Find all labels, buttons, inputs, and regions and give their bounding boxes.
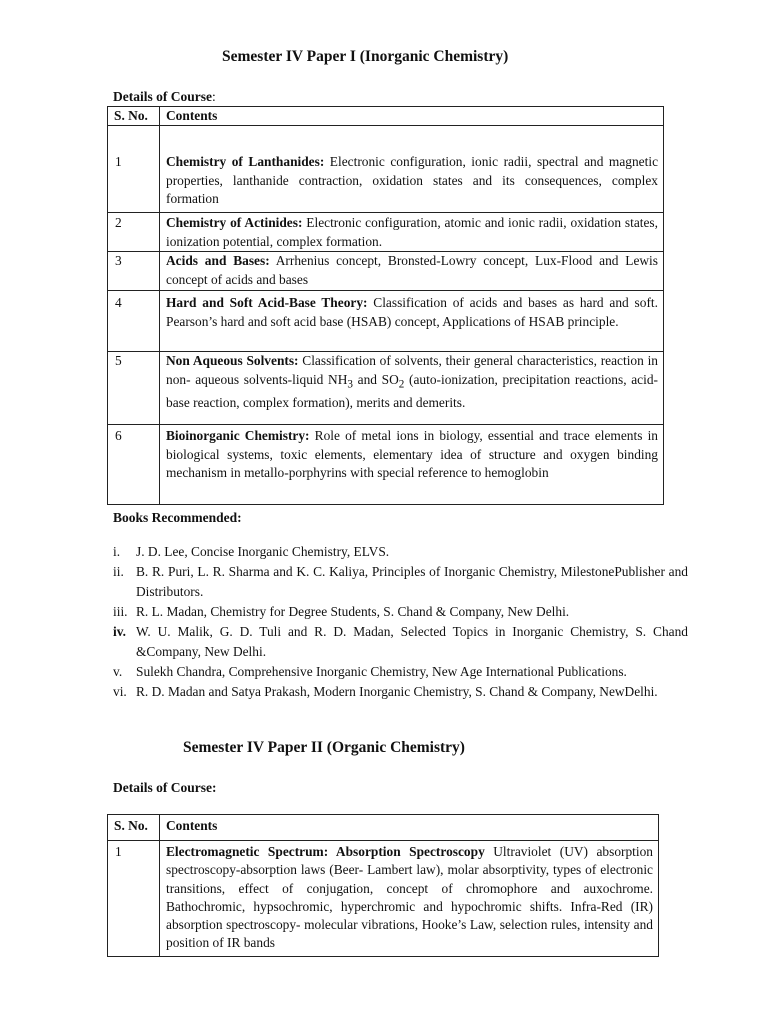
list-number: ii. — [113, 564, 124, 579]
list-number: v. — [113, 664, 123, 679]
table-header-row — [108, 815, 659, 841]
table-row — [108, 425, 664, 505]
contents-header: Contents — [160, 107, 664, 126]
subscript-3: 3 — [347, 378, 353, 391]
paper2-course-table — [107, 814, 659, 957]
books-list — [113, 542, 688, 702]
topic-heading: Chemistry of Actinides: — [166, 215, 303, 231]
paper1-details-colon: : — [211, 89, 216, 104]
book-text: W. U. Malik, G. D. Tuli and R. D. Madan, Selected Topics in Inorganic Chemistry, S. Chand &Company, New Delhi. — [136, 624, 688, 659]
paper1-course-table — [107, 106, 664, 505]
row-content — [160, 213, 664, 252]
topic-heading: Electromagnetic Spectrum: Absorption Spectroscopy — [166, 844, 485, 859]
list-number: vi. — [113, 684, 127, 699]
row-number: 5 — [108, 352, 160, 425]
sno-header: S. No. — [108, 815, 160, 841]
book-text: Sulekh Chandra, Comprehensive Inorganic Chemistry, New Age International Publications. — [136, 664, 627, 679]
table-row — [108, 352, 664, 425]
sno-header: S. No. — [108, 107, 160, 126]
row-content — [160, 291, 664, 352]
topic-heading: Hard and Soft Acid-Base Theory: — [166, 295, 368, 311]
row-number: 1 — [108, 841, 160, 957]
table-row — [108, 841, 659, 957]
list-item — [113, 662, 688, 682]
list-item — [113, 682, 688, 702]
topic-text: Classification of acids and bases as hard and soft. Pearson’s hard and soft acid base (HSAB) concept, Applications of HSAB principle. — [166, 295, 658, 329]
table-row — [108, 252, 664, 291]
table-row — [108, 213, 664, 252]
row-number: 3 — [108, 252, 160, 291]
row-content — [160, 126, 664, 213]
paper1-details-text: Details of Course — [113, 89, 212, 104]
table-row — [108, 126, 664, 213]
row-number: 2 — [108, 213, 160, 252]
row-number: 4 — [108, 291, 160, 352]
list-number: iv. — [113, 624, 127, 639]
list-item — [113, 622, 688, 662]
row-number: 1 — [108, 126, 160, 213]
row-content — [160, 252, 664, 291]
paper1-details-label — [113, 89, 216, 105]
list-number: iii. — [113, 604, 128, 619]
row-number: 6 — [108, 425, 160, 505]
topic-heading: Chemistry of Lanthanides: — [166, 154, 325, 170]
table-header-row — [108, 107, 664, 126]
contents-header: Contents — [160, 815, 659, 841]
topic-text-c: (auto-ionization, precipitation reactions, acid-base reaction, complex formation), merits and demerits. — [166, 371, 658, 410]
topic-text: Role of metal ions in biology, essential and trace elements in biological systems, toxic elements, elementary idea of structure and oxygen binding mechanism in metallo-porphyrins with special reference to hemoglobin — [166, 428, 658, 480]
topic-text: Electronic configuration, atomic and ionic radii, oxidation states, ionization potential, complex formation. — [166, 215, 658, 249]
book-text: B. R. Puri, L. R. Sharma and K. C. Kaliya, Principles of Inorganic Chemistry, MilestonePublisher and Distributors. — [136, 564, 688, 599]
book-text: J. D. Lee, Concise Inorganic Chemistry, ELVS. — [136, 544, 390, 559]
topic-text: Ultraviolet (UV) absorption spectroscopy-absorption laws (Beer- Lambert law), molar absorptivity, types of electronic transitions, effect of conjugation, concept of chromophore and auxochrome. Bathochromic, hypsochromic, hyperchromic and hypochromic shifts. Infra-Red (IR) absorption spectroscopy- molecular vibrations, Hooke’s Law, selection rules, intensity and position of IR bands — [166, 844, 653, 951]
book-text: R. L. Madan, Chemistry for Degree Students, S. Chand & Company, New Delhi. — [136, 604, 570, 619]
books-heading: Books Recommended: — [113, 510, 242, 525]
topic-text: Arrhenius concept, Bronsted-Lowry concept, Lux-Flood and Lewis concept of acids and bases — [166, 253, 658, 287]
list-item — [113, 602, 688, 622]
topic-text-b: and SO — [352, 371, 399, 387]
subscript-2: 2 — [398, 378, 405, 391]
book-text: R. D. Madan and Satya Prakash, Modern Inorganic Chemistry, S. Chand & Company, NewDelhi. — [136, 684, 658, 699]
topic-text: Electronic configuration, ionic radii, spectral and magnetic properties, lanthanide contraction, oxidation states and its consequences, complex formation — [166, 154, 659, 206]
row-content — [160, 425, 664, 505]
list-number: i. — [113, 544, 121, 559]
list-item — [113, 562, 688, 602]
paper2-title: Semester IV Paper II (Organic Chemistry) — [183, 739, 465, 756]
topic-heading: Bioinorganic Chemistry: — [166, 428, 310, 444]
topic-text-a: Classification of solvents, their general characteristics, reaction in non- aqueous solvents-liquid NH — [166, 353, 658, 387]
table-row — [108, 291, 664, 352]
paper2-details-label: Details of Course: — [113, 780, 217, 795]
topic-heading: Non Aqueous Solvents: — [166, 353, 299, 369]
row-content — [160, 841, 659, 957]
paper1-title: Semester IV Paper I (Inorganic Chemistry) — [222, 48, 509, 65]
topic-heading: Acids and Bases: — [166, 253, 270, 269]
list-item — [113, 542, 688, 562]
row-content — [160, 352, 664, 425]
